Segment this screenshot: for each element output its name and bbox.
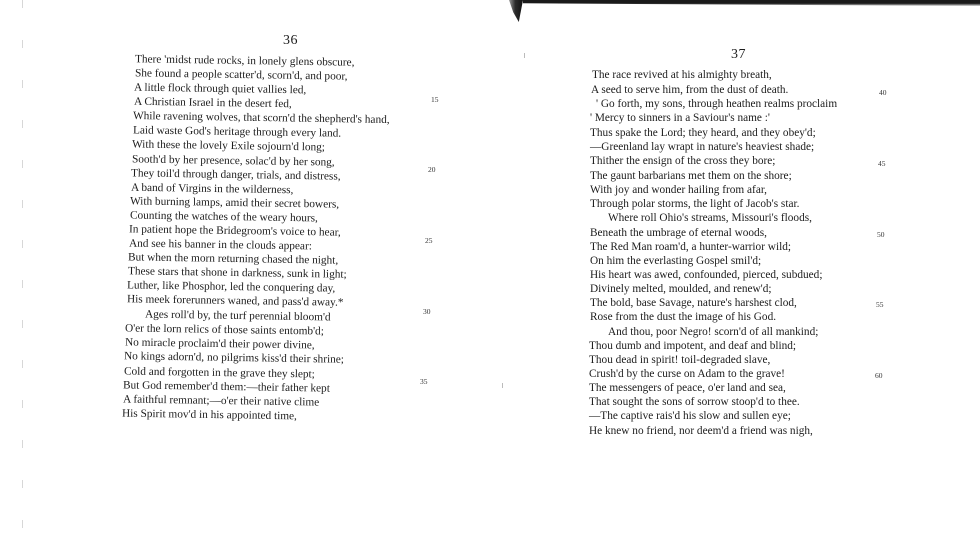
verse-line: With joy and wonder hailing from afar, <box>590 184 767 196</box>
verse-line: The race revived at his almighty breath, <box>592 69 772 81</box>
verse-line: While ravening wolves, that scorn'd the shepherd's hand, <box>132 109 390 127</box>
verse-line: Counting the watches of the weary hours, <box>129 209 319 225</box>
verse-line: But when the morn returning chased the night, <box>127 251 339 267</box>
verse-line: And thou, poor Negro! scorn'd of all mankind; <box>608 326 819 338</box>
line-number: 40 <box>879 88 887 97</box>
verse-line: In patient hope the Bridegroom's voice to hear, <box>128 223 341 239</box>
verse-line: Divinely melted, moulded, and renew'd; <box>590 283 772 295</box>
scan-speck <box>524 53 525 58</box>
verse-line: Ages roll'd by, the turf perennial bloom'd <box>144 308 331 324</box>
verse-line: That sought the sons of sorrow stoop'd to thee. <box>589 396 800 408</box>
line-number: 35 <box>420 377 428 386</box>
verse-line: O'er the lorn relics of those saints entomb'd; <box>124 322 324 338</box>
verse-line: The gaunt barbarians met them on the shore; <box>590 170 792 182</box>
verse-line: His meek forerunners waned, and pass'd away.* <box>126 293 344 309</box>
verse-line: His heart was awed, confounded, pierced, subdued; <box>590 269 823 281</box>
verse-line: With burning lamps, amid their secret bowers, <box>129 195 340 211</box>
verse-line: The bold, base Savage, nature's harshest clod, <box>590 297 797 309</box>
verse-line: —Greenland lay wrapt in nature's heaviest shade; <box>590 141 815 153</box>
verse-line: A seed to serve him, from the dust of death. <box>591 84 789 96</box>
verse-line: The messengers of peace, o'er land and sea, <box>589 382 786 394</box>
verse-line: Through polar storms, the light of Jacob's star. <box>590 198 800 210</box>
verse-line: ' Go forth, my sons, through heathen realms proclaim <box>596 98 838 110</box>
verse-line: Laid waste God's heritage through every land. <box>132 124 342 140</box>
line-number: 30 <box>423 307 431 316</box>
verse-line: Beneath the umbrage of eternal woods, <box>590 227 767 239</box>
verse-line: A little flock through quiet vallies led, <box>133 81 307 97</box>
scan-speck <box>502 383 503 388</box>
verse-line: She found a people scatter'd, scorn'd, and poor, <box>134 67 348 83</box>
line-number: 60 <box>875 371 883 380</box>
verse-line: Thither the ensign of the cross they bore; <box>590 155 776 167</box>
verse-line: And see his banner in the clouds appear: <box>128 237 312 253</box>
verse-line: Crush'd by the curse on Adam to the grave! <box>589 368 785 380</box>
verse-line: Thou dumb and impotent, and deaf and blind; <box>589 340 797 352</box>
verse-line: Sooth'd by her presence, solac'd by her song, <box>131 153 335 169</box>
verse-line: Thou dead in spirit! toil-degraded slave, <box>589 354 771 366</box>
verse-line: There 'midst rude rocks, in lonely glens obscure, <box>134 53 355 69</box>
top-edge-shadow <box>523 0 980 6</box>
page-edge-mark <box>22 0 23 533</box>
verse-line: A band of Virgins in the wilderness, <box>130 181 294 197</box>
verse-line: Cold and forgotten in the grave they slept; <box>123 365 315 381</box>
line-number: 45 <box>878 159 886 168</box>
verse-line: On him the everlasting Gospel smil'd; <box>590 255 762 267</box>
verse-line: His Spirit mov'd in his appointed time, <box>121 407 298 423</box>
verse-line: These stars that shone in darkness, sunk in light; <box>127 265 347 281</box>
verse-line: —The captive rais'd his slow and sullen eye; <box>589 410 791 422</box>
verse-line: They toil'd through danger, trials, and distress, <box>130 167 341 183</box>
line-number: 50 <box>877 230 885 239</box>
verse-line: Thus spake the Lord; they heard, and they obey'd; <box>590 127 816 139</box>
page-number-left: 36 <box>283 33 298 48</box>
verse-line: Where roll Ohio's streams, Missouri's floods, <box>608 212 812 224</box>
page-number-right: 37 <box>731 47 746 62</box>
verse-line: A Christian Israel in the desert fed, <box>133 95 292 111</box>
verse-line: But God remember'd them:—their father kept <box>122 379 330 395</box>
verse-line: Rose from the dust the image of his God. <box>590 311 777 323</box>
verse-line: With these the lovely Exile sojourn'd long; <box>131 138 326 154</box>
verse-line: A faithful remnant;—o'er their native clime <box>122 393 320 409</box>
verse-line: No kings adorn'd, no pilgrims kiss'd their shrine; <box>123 350 345 366</box>
gutter-shadow <box>509 0 523 22</box>
verse-line: ' Mercy to sinners in a Saviour's name :' <box>590 112 770 124</box>
line-number: 55 <box>876 300 884 309</box>
verse-line: No miracle proclaim'd their power divine, <box>124 336 315 352</box>
verse-line: The Red Man roam'd, a hunter-warrior wild; <box>590 241 792 253</box>
verse-line: He knew no friend, nor deem'd a friend was nigh, <box>589 425 813 437</box>
line-number: 15 <box>431 95 439 104</box>
line-number: 25 <box>425 236 433 245</box>
line-number: 20 <box>428 165 436 174</box>
verse-line: Luther, like Phosphor, led the conquering day, <box>126 279 336 295</box>
